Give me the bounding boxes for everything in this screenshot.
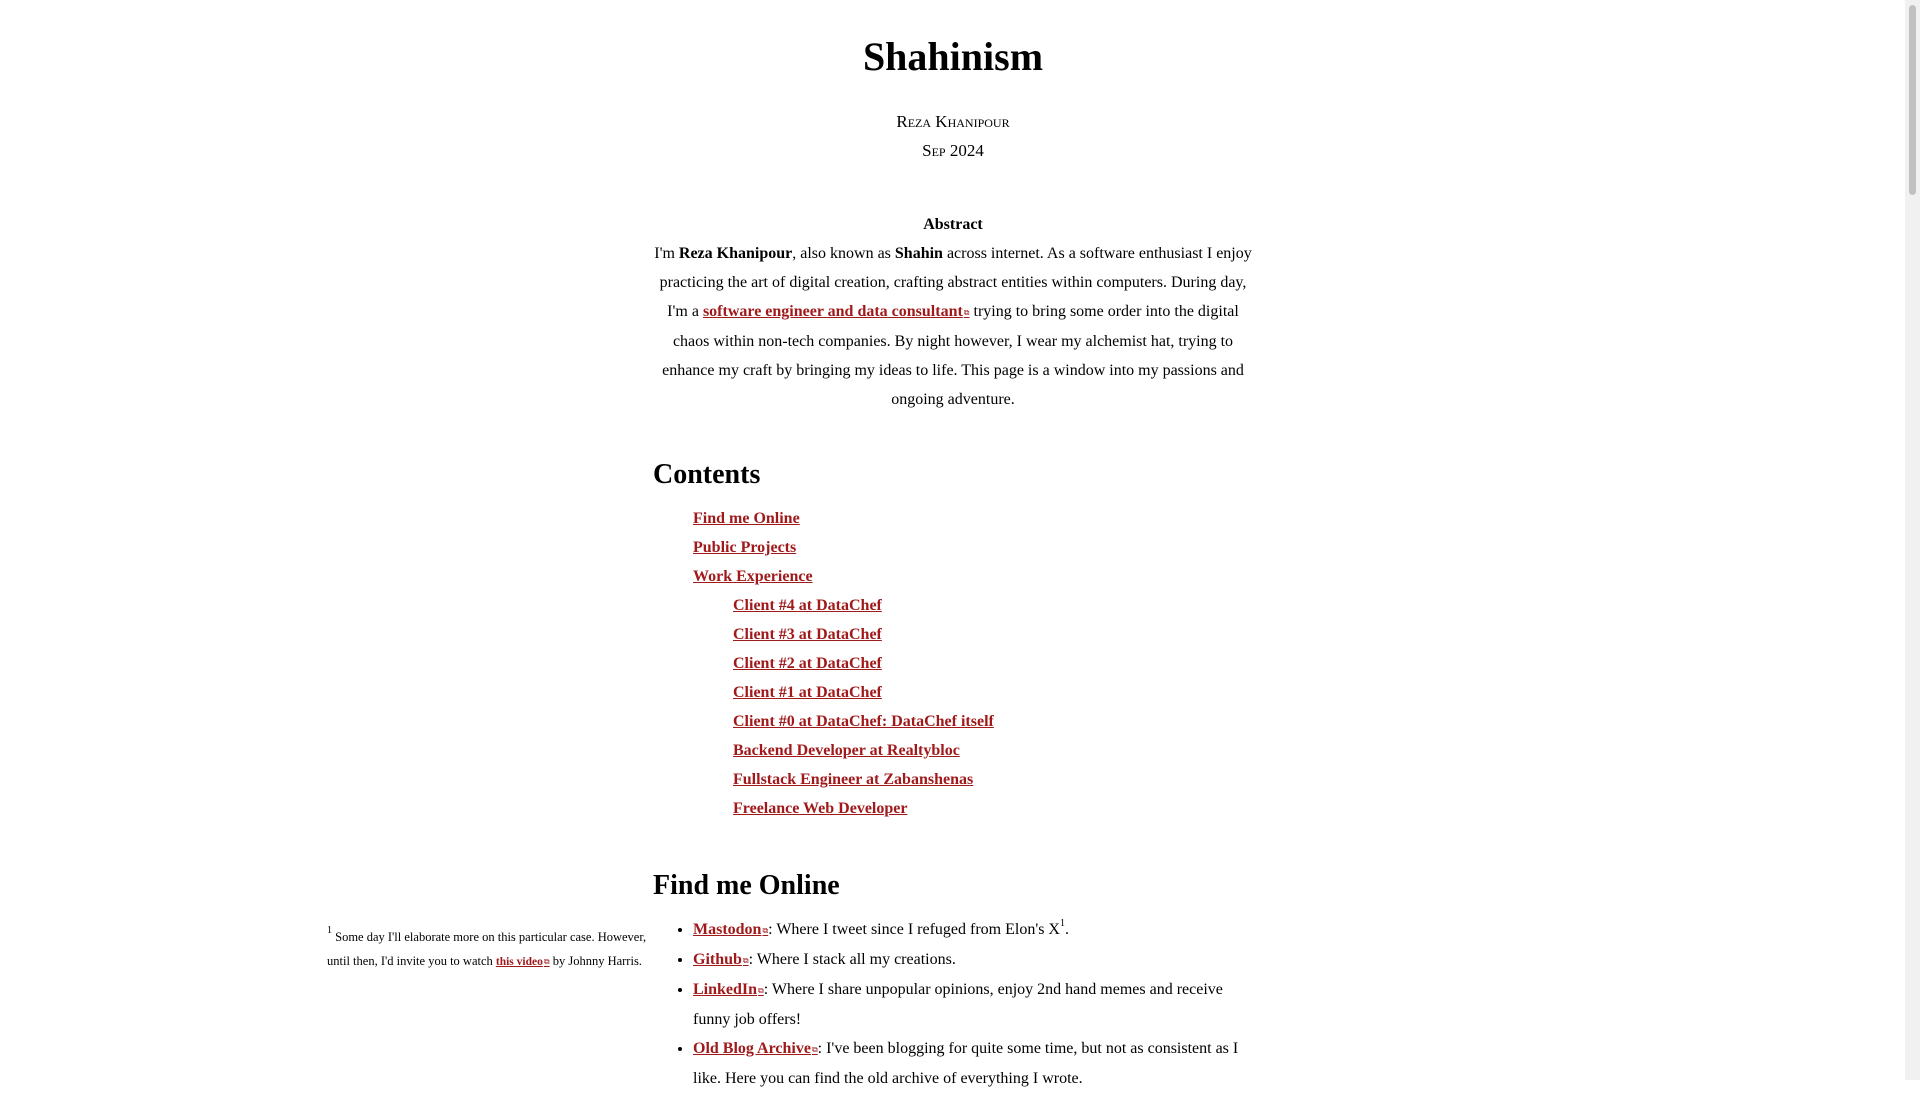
- abstract-part: , also known as: [792, 245, 895, 262]
- toc-item: [693, 533, 1253, 562]
- footnote-ref[interactable]: 1: [1059, 918, 1065, 929]
- mastodon-link[interactable]: [693, 921, 768, 938]
- sidenote-video-link[interactable]: [496, 956, 550, 968]
- toc-link-work-experience[interactable]: Work Experience: [693, 568, 813, 585]
- toc-subitem: [733, 649, 1253, 678]
- linkedin-description: : Where I share unpopular opinions, enjoy 2nd hand memes and receive funny job offers!: [693, 981, 1223, 1028]
- linkedin-link-label: LinkedIn: [693, 981, 758, 998]
- sidenote-text: Some day I'll elaborate more on this particular case. However, until then, I'd invite you to watch: [327, 930, 647, 968]
- toc-sublist: [693, 591, 1253, 823]
- toc-link-find-me-online[interactable]: Find me Online: [693, 510, 800, 527]
- linkedin-link[interactable]: [693, 981, 764, 998]
- external-link-icon: ⧉: [758, 986, 764, 995]
- article: [653, 0, 1253, 1093]
- abstract-text: [653, 239, 1253, 414]
- list-item: [693, 915, 1253, 945]
- toc-subitem: [733, 678, 1253, 707]
- external-link-icon: ⧉: [742, 956, 749, 965]
- consultant-link-label: software engineer and data consultant: [702, 303, 963, 320]
- toc-subitem: [733, 736, 1253, 765]
- sidenote-video-link-label: this video: [495, 956, 543, 968]
- list-item: [693, 945, 1253, 975]
- toc-link-public-projects[interactable]: Public Projects: [693, 539, 797, 556]
- toc-subitem: [733, 765, 1253, 794]
- toc-subitem: [733, 794, 1253, 823]
- toc-link-realtybloc[interactable]: Backend Developer at Realtybloc: [733, 742, 960, 759]
- old-blog-archive-link[interactable]: [693, 1040, 818, 1057]
- abstract-heading: Abstract: [923, 216, 983, 233]
- toc-subitem: [733, 591, 1253, 620]
- find-me-online-heading: Find me Online: [653, 870, 840, 901]
- sidenote-marker: 1: [327, 925, 332, 936]
- github-link-label: Github: [693, 951, 742, 968]
- vertical-scrollbar[interactable]: [1905, 0, 1920, 1080]
- github-description: : Where I stack all my creations.: [748, 951, 956, 968]
- toc-link-freelance[interactable]: Freelance Web Developer: [733, 800, 908, 817]
- publish-date: Sep 2024: [922, 141, 984, 160]
- list-item: [693, 1034, 1253, 1093]
- consultant-link[interactable]: [703, 303, 970, 320]
- old-blog-description: : I've been blogging for quite some time, but not as consistent as I like. Here you can find the old archive of everything I wrote.: [693, 1040, 1239, 1087]
- toc-link-client-1[interactable]: Client #1 at DataChef: [733, 684, 882, 701]
- page-title: Shahinism: [862, 34, 1044, 79]
- toc-link-client-0[interactable]: Client #0 at DataChef: DataChef itself: [733, 713, 994, 730]
- abstract-part: I'm: [654, 245, 679, 262]
- toc-link-client-3[interactable]: Client #3 at DataChef: [733, 626, 882, 643]
- external-link-icon: ⧉: [762, 926, 769, 935]
- external-link-icon: ⧉: [543, 957, 550, 966]
- external-link-icon: ⧉: [963, 308, 970, 317]
- sidenote-text-end: by Johnny Harris.: [549, 954, 642, 968]
- contents-heading: Contents: [653, 459, 761, 490]
- social-links-list: [653, 915, 1253, 1093]
- abstract-name: Reza Khanipour: [678, 245, 793, 262]
- toc-subitem: [733, 707, 1253, 736]
- abstract-part: trying to bring some order into the digital chaos within non-tech companies. By night however, I wear my alchemist hat, trying to enhance my craft by bringing my ideas to life. This page is a window into my passions and ongoing adventure.: [662, 303, 1244, 408]
- github-link[interactable]: [693, 951, 749, 968]
- toc-link-client-4[interactable]: Client #4 at DataChef: [733, 597, 882, 614]
- mastodon-description-end: .: [1064, 921, 1069, 938]
- toc-item: [693, 504, 1253, 533]
- sidenote: [327, 925, 660, 974]
- old-blog-link-label: Old Blog Archive: [693, 1040, 811, 1057]
- list-item: [693, 975, 1253, 1034]
- scrollbar-thumb[interactable]: [1909, 5, 1916, 195]
- toc-link-client-2[interactable]: Client #2 at DataChef: [733, 655, 882, 672]
- toc-subitem: [733, 620, 1253, 649]
- author-name: Reza Khanipour: [896, 112, 1010, 131]
- mastodon-description: : Where I tweet since I refuged from Elon's X: [768, 921, 1060, 938]
- abstract-part: across internet. As a software enthusiast I enjoy practicing the art of digital creation, crafting abstract entities within computers. During day, I'm a: [659, 245, 1252, 320]
- external-link-icon: ⧉: [811, 1045, 818, 1054]
- table-of-contents: [653, 504, 1253, 823]
- toc-item: [693, 562, 1253, 823]
- toc-link-zabanshenas[interactable]: Fullstack Engineer at Zabanshenas: [733, 771, 974, 788]
- mastodon-link-label: Mastodon: [693, 921, 762, 938]
- abstract-alias: Shahin: [894, 245, 943, 262]
